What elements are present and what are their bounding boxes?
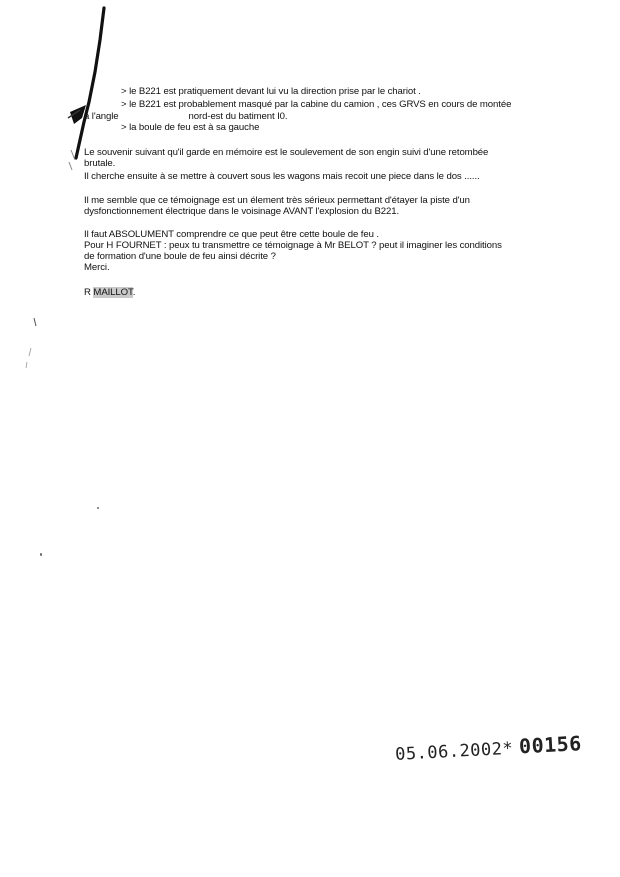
signature-initial: R [84,287,91,298]
paragraph-1-line-3: Il cherche ensuite à se mettre à couvert sous les wagons mais recoit une piece dans le dos ...... [84,171,480,182]
paragraph-3-line-2: Pour H FOURNET : peux tu transmettre ce témoignage à Mr BELOT ? peut il imaginer les conditions [84,240,502,251]
stamp-number: 00156 [518,731,583,759]
paragraph-1-line-2: brutale. [84,158,116,169]
scan-speck [40,553,42,556]
paragraph-3-line-3: de formation d'une boule de feu ainsi décrite ? [84,251,276,262]
paragraph-2-line-1: Il me semble que ce témoignage est un élement très sérieux permettant d'étayer la piste d'un [84,195,470,206]
paragraph-3-line-1: Il faut ABSOLUMENT comprendre ce que peut être cette boule de feu . [84,229,379,240]
scan-speck [97,507,99,509]
stamp-date: 05.06.2002* [394,738,514,765]
paragraph-2-line-2: dysfonctionnement électrique dans le voisinage AVANT l'explosion du B221. [84,206,400,217]
paragraph-1-line-1: Le souvenir suivant qu'il garde en mémoire est le soulevement de son engin suivi d'une retombée [84,147,489,158]
paragraph-3-line-4: Merci. [84,262,110,273]
angle-prefix: à l'angle [84,111,119,122]
bullet-line-2: > le B221 est probablement masqué par la cabine du camion , ces GRVS en cours de montée [121,99,512,110]
bullet-line-3: > la boule de feu est à sa gauche [121,122,260,133]
bullet-line-1: > le B221 est pratiquement devant lui vu la direction prise par le chariot . [121,86,421,97]
angle-suffix: nord-est du batiment I0. [188,111,288,122]
signature [84,287,135,298]
signature-name: MAILLOT [93,287,133,298]
angle-line [84,111,287,122]
signature-end: . [132,287,136,298]
